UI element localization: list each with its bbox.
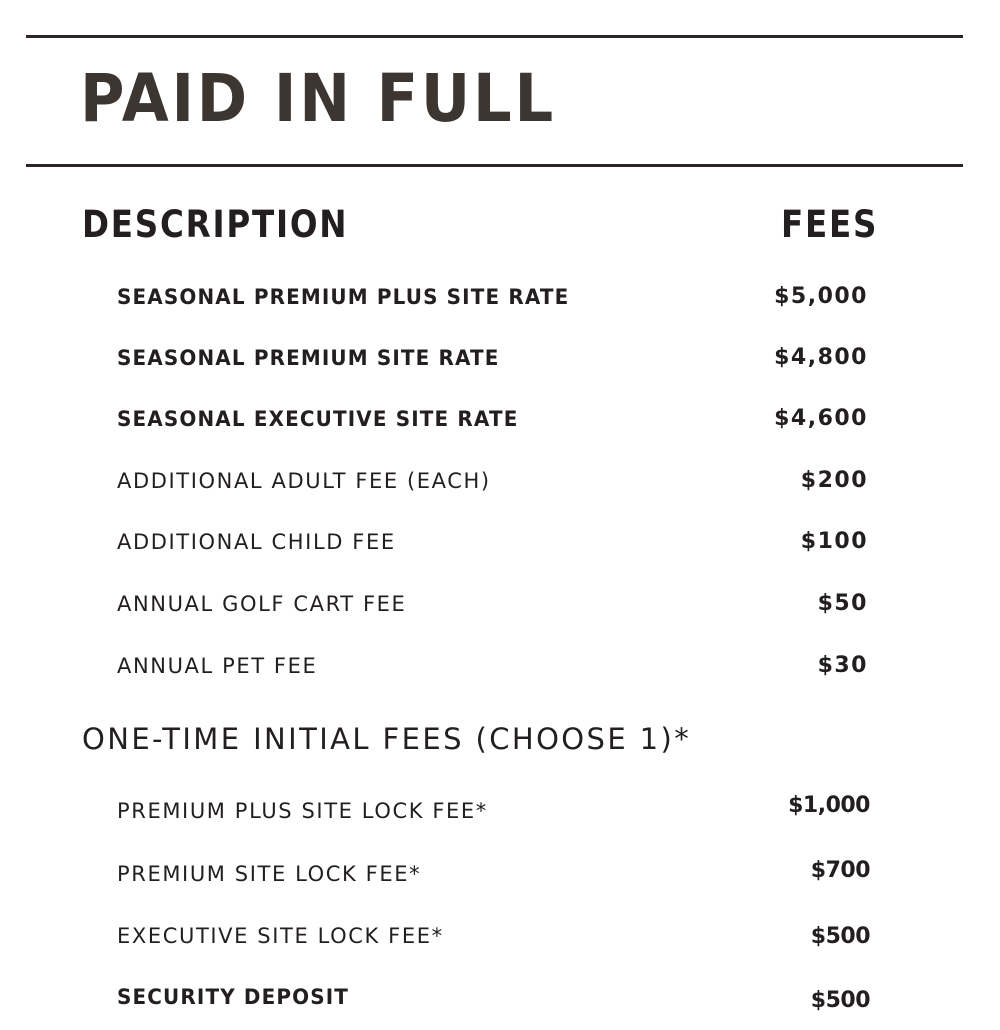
top-divider — [26, 35, 963, 38]
one-time-fee-row — [0, 793, 1000, 826]
fee-amount: $50 — [817, 591, 868, 616]
fee-amount: $700 — [810, 858, 870, 883]
fee-row — [0, 343, 1000, 373]
fee-label: SEASONAL PREMIUM PLUS SITE RATE — [117, 285, 570, 309]
fee-row — [0, 466, 1000, 496]
fee-amount: $4,600 — [774, 406, 868, 431]
fees-column-header: FEES — [781, 203, 879, 246]
fee-amount: $200 — [800, 468, 868, 493]
description-column-header: DESCRIPTION — [82, 203, 349, 246]
one-time-fee-row — [0, 982, 1000, 1012]
fee-row — [0, 282, 1000, 312]
fee-label: ANNUAL GOLF CART FEE — [117, 592, 407, 616]
fee-label: PREMIUM PLUS SITE LOCK FEE* — [117, 799, 488, 823]
fee-row — [0, 527, 1000, 557]
fee-label: ADDITIONAL ADULT FEE (EACH) — [117, 469, 491, 493]
page-title: PAID IN FULL — [80, 60, 556, 137]
fee-label: ADDITIONAL CHILD FEE — [117, 530, 396, 554]
fee-label: PREMIUM SITE LOCK FEE* — [117, 862, 422, 886]
one-time-fee-row — [0, 859, 1000, 889]
one-time-fees-heading: ONE-TIME INITIAL FEES (CHOOSE 1)* — [82, 722, 692, 756]
one-time-fee-row — [0, 921, 1000, 951]
fee-amount: $5,000 — [774, 284, 868, 309]
fee-label: ANNUAL PET FEE — [117, 654, 318, 678]
fee-row — [0, 404, 1000, 434]
fee-amount: $30 — [817, 653, 868, 678]
fee-label: SECURITY DEPOSIT — [117, 985, 350, 1009]
fee-amount: $100 — [800, 529, 868, 554]
title-divider — [26, 164, 963, 167]
fee-amount: $4,800 — [774, 345, 868, 370]
fee-row — [0, 651, 1000, 681]
fee-label: EXECUTIVE SITE LOCK FEE* — [117, 924, 444, 948]
fee-amount: $500 — [810, 924, 870, 949]
fee-amount: $500 — [810, 988, 870, 1013]
fee-label: SEASONAL EXECUTIVE SITE RATE — [117, 407, 519, 431]
fee-amount: $1,000 — [788, 793, 870, 818]
fee-row — [0, 589, 1000, 619]
fee-label: SEASONAL PREMIUM SITE RATE — [117, 346, 500, 370]
